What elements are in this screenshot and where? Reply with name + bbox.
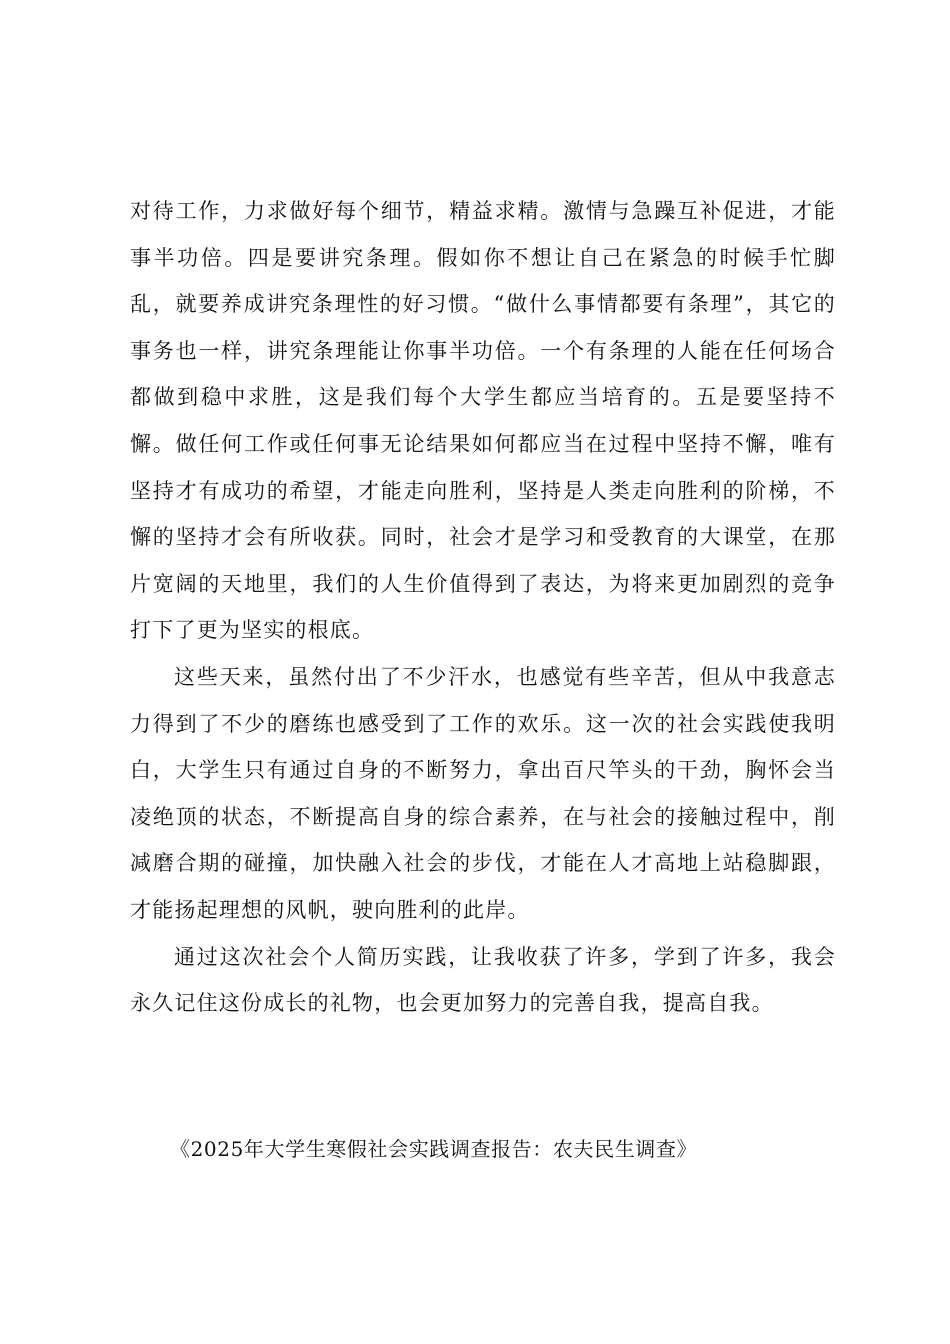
paragraph-conclusion: 通过这次社会个人简历实践，让我收获了许多，学到了许多，我会永久记住这份成长的礼物，也会更加努力的完善自我，提高自我。	[130, 944, 836, 1016]
body-text	[130, 188, 836, 1027]
paragraph-reflection: 这些天来，虽然付出了不少汗水，也感觉有些辛苦，但从中我意志力得到了不少的磨练也感受到了工作的欢乐。这一次的社会实践使我明白，大学生只有通过自身的不断努力，拿出百尺竿头的干劲，胸怀会当凌绝顶的状态，不断提高自身的综合素养，在与社会的接触过程中，削减磨合期的碰撞，加快融入社会的步伐，才能在人才高地上站稳脚跟，才能扬起理想的风帆，驶向胜利的此岸。	[130, 664, 836, 922]
next-article-title: 《2025年大学生寒假社会实践调查报告：农夫民生调查》	[170, 1137, 698, 1161]
paragraph-continuation: 对待工作，力求做好每个细节，精益求精。激情与急躁互补促进，才能事半功倍。四是要讲究条理。假如你不想让自己在紧急的时候手忙脚乱，就要养成讲究条理性的好习惯。“做什么事情都要有条理”，其它的事务也一样，讲究条理能让你事半功倍。一个有条理的人能在任何场合都做到稳中求胜，这是我们每个大学生都应当培育的。五是要坚持不懈。做任何工作或任何事无论结果如何都应当在过程中坚持不懈，唯有坚持才有成功的希望，才能走向胜利，坚持是人类走向胜利的阶梯，不懈的坚持才会有所收获。同时，社会才是学习和受教育的大课堂，在那片宽阔的天地里，我们的人生价值得到了表达，为将来更加剧烈的竞争打下了更为坚实的根底。	[130, 199, 836, 643]
